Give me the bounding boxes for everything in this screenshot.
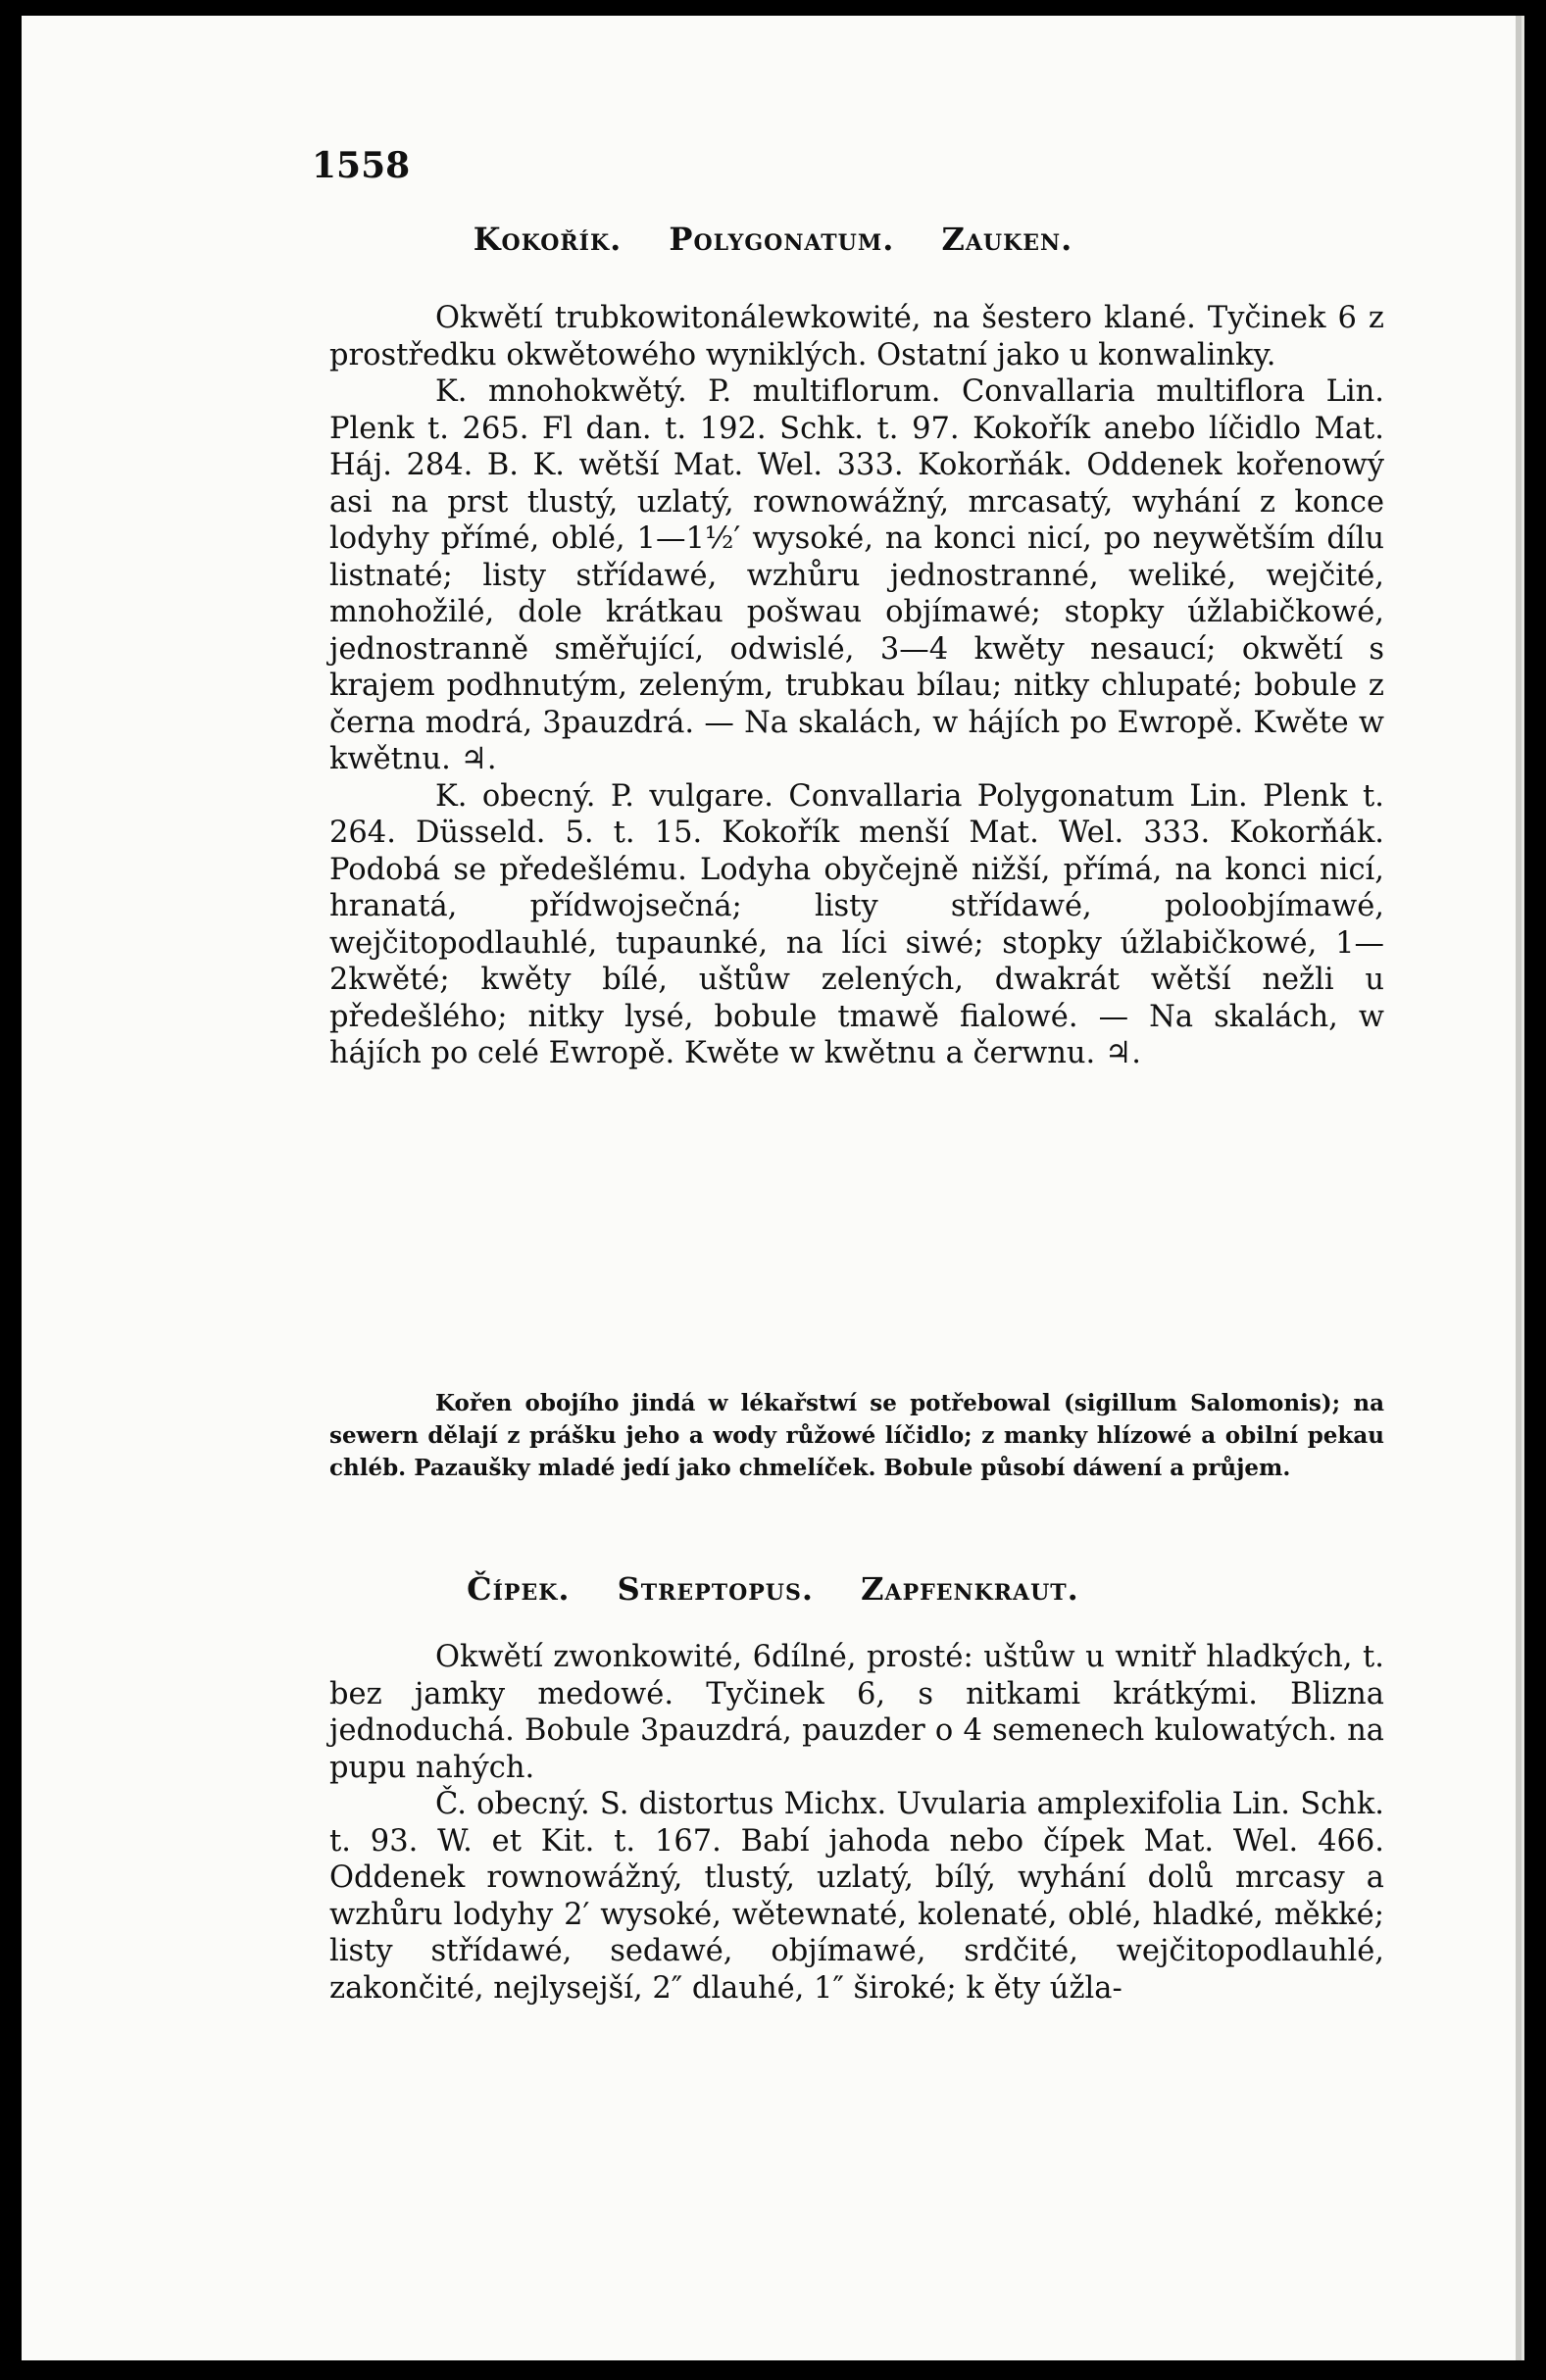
- genus-description: Okwětí trubkowitonálewkowité, na šestero klané. Tyčinek 6 z prostředku okwětowého wyniklých. Ostatní jako u konwalinky.: [329, 301, 1384, 372]
- page-edge: [1521, 16, 1524, 2360]
- section-body-cipek: [329, 1639, 1384, 2007]
- header-latin: Streptopus.: [617, 1570, 815, 1608]
- section-header-cipek: [0, 1570, 1546, 1608]
- section-body-kokorik: [329, 300, 1384, 1072]
- section-header-kokorik: [0, 221, 1546, 258]
- species-multiflorum: K. mnohokwětý. P. multiflorum. Convallaria multiflora Lin. Plenk t. 265. Fl dan. t. 192. Schk. t. 97. Kokořík anebo líčidlo Mat. Háj. 284. B. K. wětší Mat. Wel. 333. Kokorňák. Oddenek kořenowý asi na prst tlustý, uzlatý, rownowážný, mrcasatý, wyhání z konce lodyhy přímé, oblé, 1—1½′ wysoké, na konci nicí, po neywětším dílu listnaté; listy střídawé, wzhůru jednostranné, weliké, wejčité, mnohožilé, dole krátkau pošwau objímawé; stopky úžlabičkowé, jednostranně směřující, odwislé, 3—4 kwěty nesaucí; okwětí s krajem podhnutým, zeleným, trubkau bílau; nitky chlupaté; bobule z černa modrá, 3pauzdrá. — Na skalách, w hájích po Ewropě. Kwěte w kwětnu. ♃.: [329, 374, 1384, 776]
- page-number: 1558: [312, 145, 411, 186]
- usage-note-text: Kořen obojího jindá w lékařstwí se potřebowal (sigillum Salomonis); na sewern dělají z prášku jeho a wody růžowé líčidlo; z manky hlízowé a obilní pekau chléb. Pazaušky mladé jedí jako chmelíček. Bobule působí dáwení a průjem.: [329, 1390, 1384, 1481]
- species-distortus: Č. obecný. S. distortus Michx. Uvularia amplexifolia Lin. Schk. t. 93. W. et Kit. t. 167. Babí jahoda nebo čípek Mat. Wel. 466. Oddenek rownowážný, tlustý, uzlatý, bílý, wyhání dolů mrcasy a wzhůru lodyhy 2′ wysoké, wětewnaté, kolenaté, oblé, hladké, měkké; listy střídawé, sedawé, objímawé, srdčité, wejčitopodlauhlé, zakončité, nejlysejší, 2″ dlauhé, 1″ široké; k ěty úžla-: [329, 1787, 1384, 2006]
- header-latin: Polygonatum.: [669, 221, 895, 258]
- species-vulgare: K. obecný. P. vulgare. Convallaria Polygonatum Lin. Plenk t. 264. Düsseld. 5. t. 15. Kokořík menší Mat. Wel. 333. Kokorňák. Podobá se předešlému. Lodyha obyčejně nižší, přímá, na konci nicí, hranatá, přídwojsečná; listy střídawé, poloobjímawé, wejčitopodlauhlé, tupaunké, na líci siwé; stopky úžlabičkowé, 1—2kwěté; kwěty bílé, uštůw zelených, dwakrát wětší nežli u předešlého; nitky lysé, bobule tmawě fialowé. — Na skalách, w hájích po celé Ewropě. Kwěte w kwětnu a čerwnu. ♃.: [329, 778, 1384, 1070]
- usage-note: [329, 1387, 1384, 1484]
- header-german: Zapfenkraut.: [861, 1570, 1079, 1608]
- header-czech: Kokořík.: [473, 221, 623, 258]
- genus-description: Okwětí zwonkowité, 6dílné, prosté: uštůw u wnitř hladkých, t. bez jamky medowé. Tyčinek 6, s nitkami krátkými. Blizna jednoduchá. Bobule 3pauzdrá, pauzder o 4 semenech kulowatých. na pupu nahých.: [329, 1640, 1384, 1785]
- header-czech: Čípek.: [467, 1570, 571, 1608]
- header-german: Zauken.: [941, 221, 1073, 258]
